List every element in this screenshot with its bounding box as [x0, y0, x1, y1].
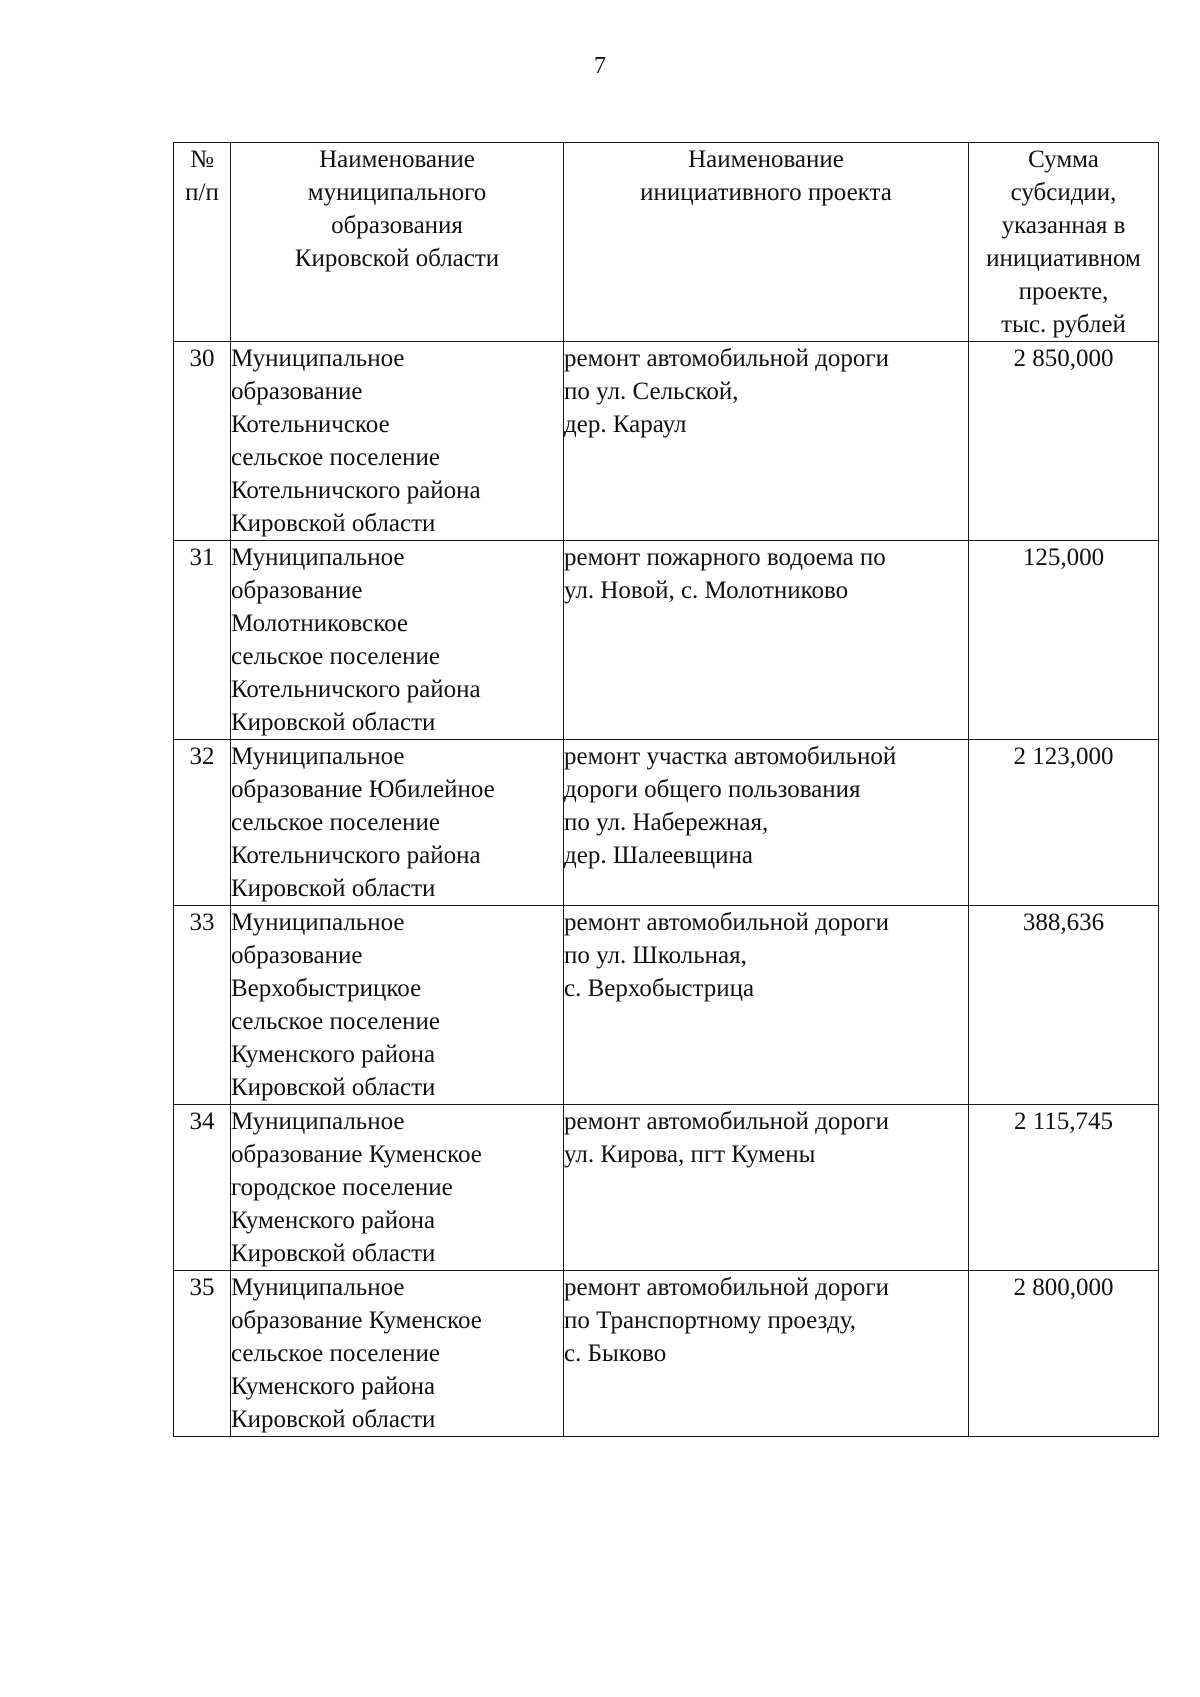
municipality-line: Муниципальное — [231, 909, 405, 936]
subsidy-amount: 388,636 — [969, 906, 1159, 1105]
municipality-line: Муниципальное — [231, 345, 405, 372]
subsidy-amount: 2 115,745 — [969, 1105, 1159, 1271]
header-mo-line: Кировской области — [294, 245, 500, 272]
row-number: 32 — [174, 740, 231, 906]
municipality-cell — [231, 1271, 564, 1437]
municipality-line: сельское поселение — [231, 1008, 440, 1035]
project-cell — [564, 740, 969, 906]
municipality-line: Кировской области — [231, 709, 436, 736]
municipality-line: Муниципальное — [231, 1274, 405, 1301]
subsidy-amount: 2 800,000 — [969, 1271, 1159, 1437]
project-line: по Транспортному проезду, — [564, 1307, 856, 1334]
project-cell — [564, 541, 969, 740]
municipality-line: Муниципальное — [231, 743, 405, 770]
subsidy-table — [173, 142, 1159, 1437]
project-cell — [564, 1105, 969, 1271]
header-project — [564, 143, 969, 342]
project-line: дер. Караул — [564, 411, 687, 438]
municipality-line: городское поселение — [231, 1174, 453, 1201]
row-number: 33 — [174, 906, 231, 1105]
table-row — [174, 342, 1159, 541]
header-sum-line: инициативном — [986, 245, 1141, 272]
project-line: ремонт автомобильной дороги — [564, 1108, 890, 1135]
municipality-line: Молотниковское — [231, 610, 409, 637]
table-row — [174, 541, 1159, 740]
table-row — [174, 906, 1159, 1105]
header-municipality — [231, 143, 564, 342]
project-line: ремонт автомобильной дороги — [564, 909, 890, 936]
project-line: по ул. Сельской, — [564, 378, 739, 405]
header-sum-line: субсидии, — [1010, 179, 1117, 206]
project-cell — [564, 1271, 969, 1437]
project-line: ремонт автомобильной дороги — [564, 1274, 890, 1301]
project-line: ул. Новой, с. Молотниково — [564, 577, 849, 604]
municipality-line: Муниципальное — [231, 1108, 405, 1135]
municipality-cell — [231, 740, 564, 906]
table-header-row — [174, 143, 1159, 342]
project-line: дер. Шалеевщина — [564, 842, 753, 869]
row-number: 31 — [174, 541, 231, 740]
header-mo-line: образования — [331, 212, 463, 239]
municipality-line: сельское поселение — [231, 1340, 440, 1367]
municipality-line: сельское поселение — [231, 643, 440, 670]
subsidy-amount: 2 850,000 — [969, 342, 1159, 541]
municipality-line: Котельничского района — [231, 676, 481, 703]
municipality-line: Куменского района — [231, 1207, 436, 1234]
project-cell — [564, 342, 969, 541]
subsidy-amount: 125,000 — [969, 541, 1159, 740]
header-mo-line: Наименование — [319, 146, 475, 173]
municipality-line: образование Куменское — [231, 1141, 482, 1168]
municipality-line: образование Куменское — [231, 1307, 482, 1334]
table-row — [174, 740, 1159, 906]
project-line: ремонт пожарного водоема по — [564, 544, 886, 571]
municipality-line: Кировской области — [231, 1240, 436, 1267]
municipality-line: Кировской области — [231, 875, 436, 902]
header-project-line: Наименование — [688, 146, 844, 173]
municipality-line: Котельничское — [231, 411, 390, 438]
municipality-line: Кировской области — [231, 1074, 436, 1101]
municipality-line: Муниципальное — [231, 544, 405, 571]
header-sum-line: указанная в — [1001, 212, 1126, 239]
municipality-cell — [231, 1105, 564, 1271]
header-sum-line: проекте, — [1018, 278, 1109, 305]
subsidy-amount: 2 123,000 — [969, 740, 1159, 906]
row-number: 30 — [174, 342, 231, 541]
project-line: ул. Кирова, пгт Кумены — [564, 1141, 816, 1168]
project-line: с. Быково — [564, 1340, 667, 1367]
header-num-line: п/п — [185, 179, 219, 206]
municipality-line: Куменского района — [231, 1041, 436, 1068]
municipality-line: Котельничского района — [231, 842, 481, 869]
project-line: ремонт участка автомобильной — [564, 743, 897, 770]
municipality-line: образование Юбилейное — [231, 776, 495, 803]
municipality-line: образование — [231, 577, 363, 604]
row-number: 34 — [174, 1105, 231, 1271]
project-line: по ул. Школьная, — [564, 942, 747, 969]
project-line: по ул. Набережная, — [564, 809, 769, 836]
municipality-line: образование — [231, 942, 363, 969]
municipality-cell — [231, 906, 564, 1105]
municipality-line: сельское поселение — [231, 444, 440, 471]
table-row — [174, 1271, 1159, 1437]
project-cell — [564, 906, 969, 1105]
header-mo-line: муниципального — [307, 179, 487, 206]
header-project-line: инициативного проекта — [640, 179, 892, 206]
municipality-line: Котельничского района — [231, 477, 481, 504]
project-line: ремонт автомобильной дороги — [564, 345, 890, 372]
header-num — [174, 143, 231, 342]
header-sum-line: Сумма — [1028, 146, 1099, 173]
municipality-line: Кировской области — [231, 1406, 436, 1433]
municipality-cell — [231, 342, 564, 541]
project-line: дороги общего пользования — [564, 776, 861, 803]
municipality-line: Верхобыстрицкое — [231, 975, 422, 1002]
municipality-line: Куменского района — [231, 1373, 436, 1400]
municipality-cell — [231, 541, 564, 740]
municipality-line: сельское поселение — [231, 809, 440, 836]
page-number: 7 — [594, 53, 606, 79]
table-row — [174, 1105, 1159, 1271]
header-sum-line: тыс. рублей — [1001, 311, 1126, 338]
header-num-line: № — [190, 146, 214, 173]
municipality-line: Кировской области — [231, 510, 436, 537]
header-sum — [969, 143, 1159, 342]
row-number: 35 — [174, 1271, 231, 1437]
project-line: с. Верхобыстрица — [564, 975, 755, 1002]
municipality-line: образование — [231, 378, 363, 405]
